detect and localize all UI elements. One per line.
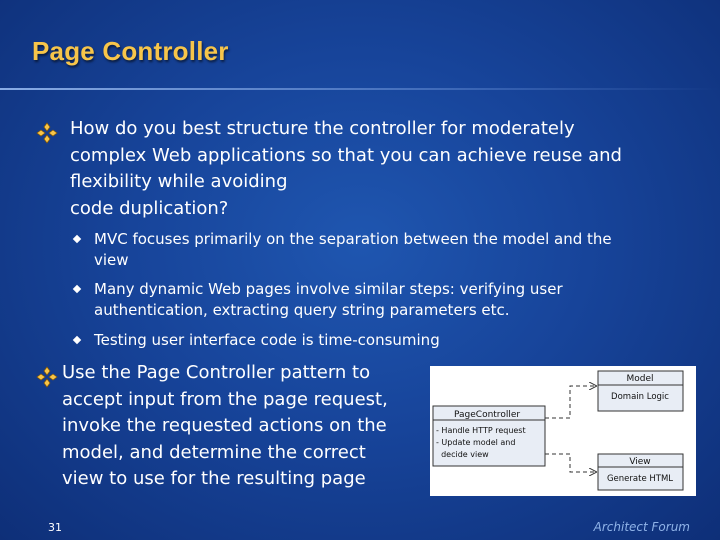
sub-bullet-text: Many dynamic Web pages involve similar steps: verifying user authentication, extracting query string parameters etc. [94,280,563,319]
model-class-title: Model [626,374,654,384]
main-bullet-2 [36,360,431,493]
square-bullet-icon [73,336,81,344]
sub-bullet-text: MVC focuses primarily on the separation between the model and the view [94,230,612,269]
page-controller-class-box [433,406,545,466]
dependency-arrow-to-model [545,386,596,418]
page-controller-class-body-line: - Handle HTTP request [436,426,526,435]
main-bullet-text: Use the Page Controller pattern to accept input from the page request, invoke the requested actions on the model, and determine the correct view to use for the resulting page [62,362,388,489]
main-bullet-1 [36,116,706,222]
sub-bullet-3 [74,330,704,351]
slide-number: 31 [48,521,62,534]
sub-bullet-2 [74,279,704,321]
square-bullet-icon [73,285,81,293]
footer-brand-logo: Architect Forum [593,520,690,534]
page-controller-diagram [430,366,696,496]
view-class-title: View [629,457,651,467]
model-class-box [598,371,683,411]
view-class-box [598,454,683,490]
main-bullet-text: How do you best structure the controller for moderately complex Web applications so that you can achieve reuse and flexibility while avoiding code duplication? [70,118,622,219]
square-bullet-icon [73,235,81,243]
model-class-body: Domain Logic [611,392,669,402]
page-controller-class-body-line: - Update model and [436,438,516,447]
sub-bullet-text: Testing user interface code is time-consuming [94,331,440,349]
page-controller-class-body-line: decide view [436,450,489,459]
diamond-bullet-icon [36,122,60,144]
page-controller-class-title: PageController [454,410,521,420]
sub-bullet-1 [74,229,704,271]
dependency-arrow-to-view [545,454,596,472]
diamond-bullet-icon [36,366,60,388]
slide-title: Page Controller [32,36,229,66]
title-divider [0,88,720,90]
view-class-body: Generate HTML [606,474,674,484]
